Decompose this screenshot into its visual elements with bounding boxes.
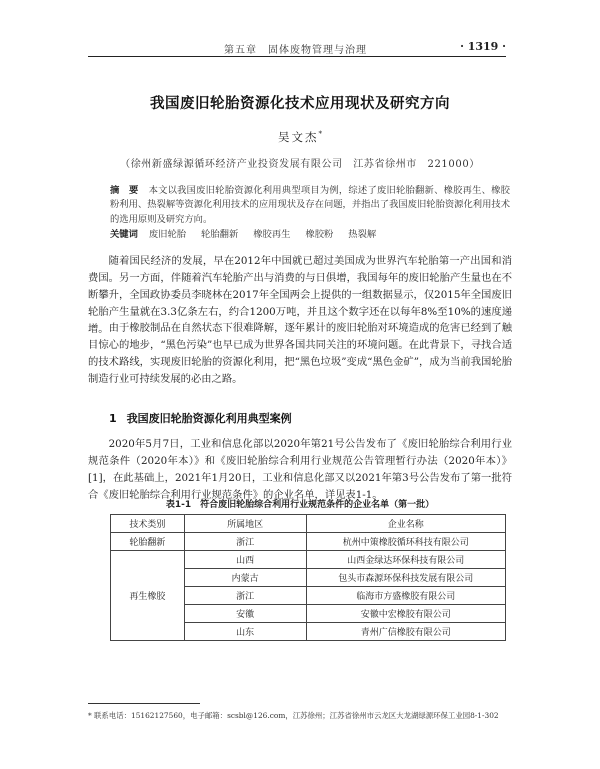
body-paragraph: 由于橡胶制品在自然状态下很难降解，逐年累计的废旧轮胎对环境造成的危害已经到了触目惊心的地步，“黑色污染”也早已成为世界各国共同关注的环境问题。在此背景下，寻找合适的技术路线，实现废旧轮胎的资源化利用，把“黑色垃圾”变成“黑色金矿”，成为当前我国轮胎制造行业可持续发展的必由之路。 — [88, 322, 512, 385]
keywords-label: 关键词 — [110, 229, 138, 240]
table-cell-company: 杭州中策橡胶循环科技有限公司 — [306, 533, 506, 551]
keyword: 橡胶粉 — [305, 229, 334, 240]
author-affiliation: （徐州新盛绿源循环经济产业投资发展有限公司 江苏省徐州市 221000） — [120, 159, 480, 170]
footnote-divider — [88, 703, 200, 704]
keywords — [110, 226, 510, 240]
table-cell-company: 包头市森源环保科技发展有限公司 — [306, 569, 506, 587]
table-header-row — [111, 515, 506, 533]
header-page-number: · 1319 · — [460, 40, 506, 53]
table-cell-region: 山西 — [184, 551, 306, 569]
column-header: 技术类别 — [111, 515, 185, 533]
running-header — [88, 40, 506, 57]
article-title: 我国废旧轮胎资源化技术应用现状及研究方向 — [150, 96, 450, 112]
column-header: 企业名称 — [306, 515, 506, 533]
abstract-label: 摘 要 — [110, 185, 139, 196]
table-cell-region: 浙江 — [184, 533, 306, 551]
keyword: 轮胎翻新 — [201, 229, 239, 240]
column-header: 所属地区 — [184, 515, 306, 533]
table-cell-region: 浙江 — [184, 587, 306, 605]
table-cell-region: 安徽 — [184, 605, 306, 623]
body-paragraph: 随着国民经济的发展，早在2012年中国就已超过美国成为世界汽车轮胎第一产出国和消费国。另一方面，伴随着汽车轮胎产出与消费的与日俱增，我国每年的废旧轮胎产生量也在不断攀升，全国政协委员李晓林在2017年全国两会上提供的一组数据显示，仅2015年全国废旧轮胎产生量就在3.3亿条左右，约合1200万吨，并且这个数字还在以每年8%至10%的速度递增。 — [88, 255, 512, 335]
abstract-text: 本文以我国废旧轮胎资源化利用典型项目为例，综述了废旧轮胎翻新、橡胶再生、橡胶粉利用、热裂解等资源化利用技术的应用现状及存在问题，并指出了我国废旧轮胎资源化利用技术的选用原则及研究方向。 — [110, 185, 510, 225]
table-cell-company: 山西金绿达环保科技有限公司 — [306, 551, 506, 569]
section-number: 1 — [109, 412, 117, 425]
table-cell-company: 安徽中宏橡胶有限公司 — [306, 605, 506, 623]
table-row — [111, 533, 506, 551]
table-cell-region: 内蒙古 — [184, 569, 306, 587]
table-cell-company: 青州广信橡胶有限公司 — [306, 623, 506, 641]
body-paragraph: 2020年5月7日，工业和信息化部以2020年第21号公告发布了《废旧轮胎综合利用行业规范条件（2020年本）》和《废旧轮胎综合利用行业规范公告管理暂行办法（2020年本）》[1]，在此基础上，2021年1月20日，工业和信息化部又以2021年第3号公告发布了第一批符合《废旧轮胎综合利用行业规范条件》的企业名单，详见表1-1。 — [88, 438, 512, 501]
table-cell-region: 山东 — [184, 623, 306, 641]
table-cell-category: 轮胎翻新 — [111, 533, 185, 551]
abstract — [110, 184, 510, 227]
author-footnote-mark: * — [318, 130, 322, 139]
section-heading — [109, 410, 292, 426]
header-section-title: 第五章 固体废物管理与治理 — [224, 45, 367, 56]
footnote: * 联系电话：15162127560，电子邮箱：scsbl@126.com，江苏徐州；江苏省徐州市云龙区大龙湖绿源环保工业园8-1-302 — [88, 711, 499, 720]
table-caption: 表1-1 符合废旧轮胎综合利用行业规范条件的企业名单（第一批） — [165, 500, 435, 510]
section-title: 我国废旧轮胎资源化利用典型案例 — [126, 412, 292, 425]
keyword: 橡胶再生 — [253, 229, 291, 240]
table-cell-category: 再生橡胶 — [111, 551, 185, 641]
table-cell-company: 临海市方盛橡胶有限公司 — [306, 587, 506, 605]
keyword: 热裂解 — [348, 229, 377, 240]
table-row — [111, 551, 506, 569]
company-table — [110, 514, 506, 641]
keyword: 废旧轮胎 — [148, 229, 187, 240]
author-line — [0, 129, 600, 145]
author-name: 吴文杰 — [278, 130, 319, 144]
